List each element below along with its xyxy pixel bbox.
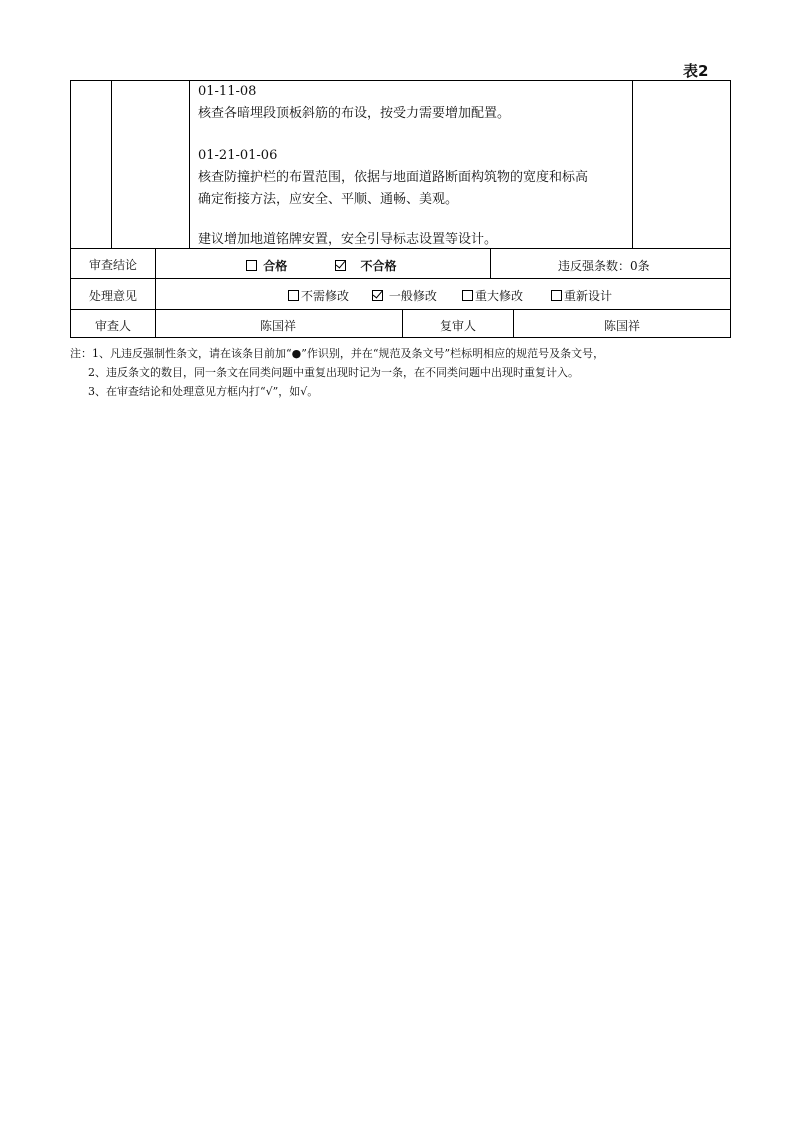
review-item-text: 核查防撞护栏的布置范围，依据与地面道路断面构筑物的宽度和标高 [198,170,589,185]
review-item-code: 01-11-08 [198,84,257,99]
reviewer-name: 陈国祥 [259,319,297,333]
checkbox-unchecked-icon[interactable] [551,290,562,301]
conclusion-label: 审查结论 [88,258,138,272]
checkbox-unchecked-icon[interactable] [246,260,257,271]
handling-option-no-change[interactable]: 不需修改 [288,287,349,304]
rereviewer-name: 陈国祥 [603,319,641,333]
conclusion-option-fail[interactable]: 不合格 [335,257,397,274]
review-item-text: 核查各暗埋段顶板斜筋的布设，按受力需要增加配置。 [198,106,511,121]
reviewer-label: 审查人 [94,319,132,333]
review-item-text: 确定衔接方法，应安全、平顺、通畅、美观。 [198,192,459,207]
checkbox-checked-icon[interactable] [372,290,383,301]
table-divider [189,80,190,248]
table-divider [402,309,403,338]
footnote-2: 2、违反条文的数目，同一条文在同类问题中重复出现时记为一条，在不同类问题中出现时重复计入。 [88,366,579,379]
checkbox-unchecked-icon[interactable] [462,290,473,301]
footnote-3: 3、在审查结论和处理意见方框内打“√”，如√。 [88,385,319,398]
table-divider [155,248,156,338]
table-divider [70,248,731,249]
handling-label: 处理意见 [88,289,138,303]
table-border-bottom [70,337,731,338]
handling-option-redesign[interactable]: 重新设计 [551,287,612,304]
table-border-right [730,80,731,338]
checkbox-unchecked-icon[interactable] [288,290,299,301]
footnotes [70,344,604,401]
conclusion-option-pass[interactable]: 合格 [246,257,287,274]
table-divider [111,80,112,248]
review-item-code: 01-21-01-06 [198,148,278,163]
checkbox-checked-icon[interactable] [335,260,346,271]
table-divider [513,309,514,338]
rereviewer-label: 复审人 [439,319,477,333]
table-border-left [70,80,71,338]
review-table [70,80,731,338]
handling-option-major[interactable]: 重大修改 [462,287,523,304]
table-divider [490,248,491,278]
handling-option-minor[interactable]: 一般修改 [372,287,437,304]
table-divider [70,309,731,310]
table-divider [632,80,633,248]
table-number-label: 表2 [683,62,709,80]
violations-count: 违反强条数：0条 [558,259,650,273]
review-item-text: 建议增加地道铭牌安置，安全引导标志设置等设计。 [198,232,498,247]
table-divider [70,278,731,279]
footnote-1: 注：1、凡违反强制性条文，请在该条目前加“●”作识别，并在“规范及条文号”栏标明相应的规范号及条文号， [70,347,605,360]
